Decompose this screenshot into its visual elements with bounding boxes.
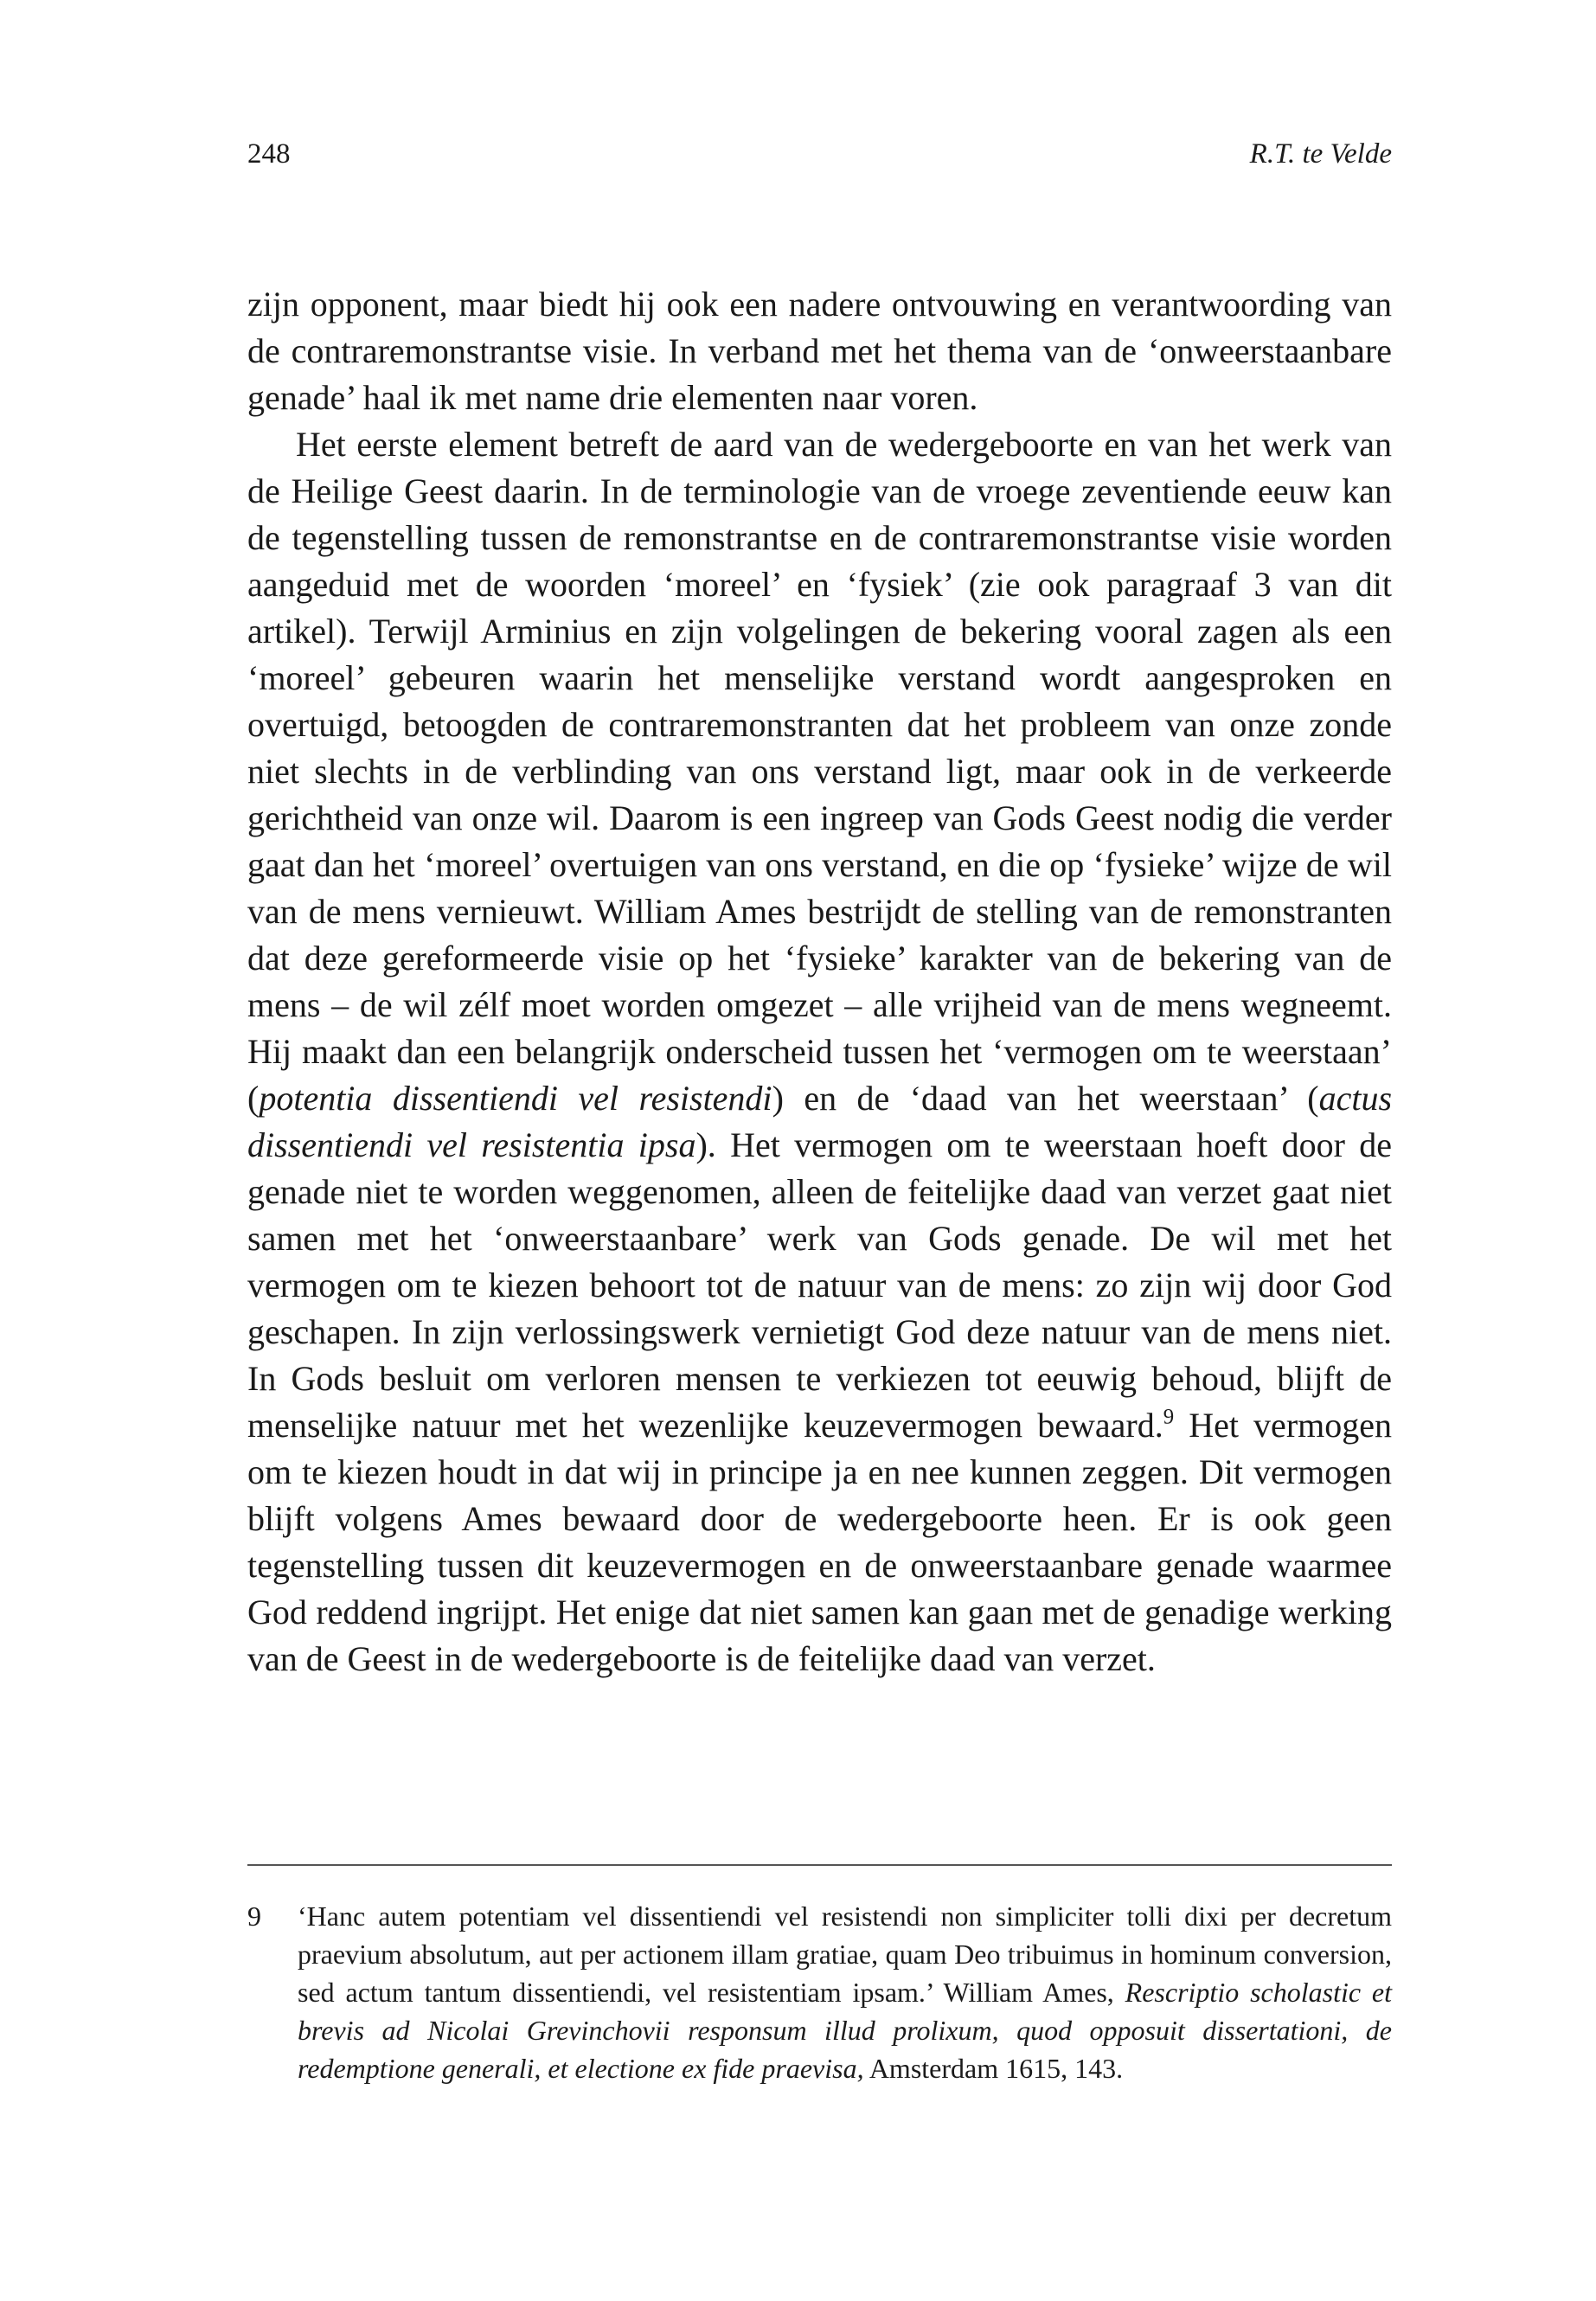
footnotes <box>247 1897 1392 2087</box>
main-text <box>247 281 1392 1682</box>
page-number: 248 <box>247 138 291 170</box>
paragraph-2-part-c: ). Het vermogen om te weerstaan hoeft door de genade niet te worden weggenomen, alleen de feitelijke daad van verzet gaat niet samen met het ‘onweerstaanbare’ werk van Gods genade. De wil met het vermogen om te kiezen behoort tot de natuur van de mens: zo zijn wij door God geschapen. In zijn verlossingswerk vernietigt God deze natuur van de mens niet. In Gods besluit om verloren mensen te verkiezen tot eeuwig behoud, blijft de menselijke natuur met het wezenlijke keuzevermogen bewaard. <box>247 1125 1392 1445</box>
paragraph-2-part-a: Het eerste element betreft de aard van de wedergeboorte en van het werk van de Heilige Geest daarin. In de terminologie van de vroege zeventiende eeuw kan de tegenstelling tussen de remonstrantse en de contraremonstrantse visie worden aangeduid met de woorden ‘moreel’ en ‘fysiek’ (zie ook paragraaf 3 van dit artikel). Terwijl Arminius en zijn volgelingen de bekering vooral zagen als een ‘moreel’ gebeuren waarin het menselijke verstand wordt aangesproken en overtuigd, betoogden de contraremonstranten dat het probleem van onze zonde niet slechts in de verblinding van ons verstand ligt, maar ook in de verkeerde gerichtheid van onze wil. Daarom is een ingreep van Gods Geest nodig die verder gaat dan het ‘moreel’ overtuigen van ons verstand, en die op ‘fysieke’ wijze de wil van de mens vernieuwt. William Ames bestrijdt de stelling van de remonstranten dat deze gereformeerde visie op het ‘fysieke’ karakter van de bekering van de mens – de wil zélf moet worden omgezet – alle vrijheid van de mens wegneemt. Hij maakt dan een belangrijk onderscheid tussen het ‘vermogen om te weerstaan’ ( <box>247 425 1392 1118</box>
paragraph-2 <box>247 421 1392 1682</box>
paragraph-2-part-b: ) en de ‘daad van het weerstaan’ ( <box>772 1079 1319 1118</box>
paragraph-1: zijn opponent, maar biedt hij ook een nadere ontvouwing en verantwoording van de contraremonstrantse visie. In verband met het thema van de ‘onweerstaanbare genade’ haal ik met name drie elementen naar voren. <box>247 285 1392 417</box>
footnote-divider <box>247 1864 1392 1866</box>
footnote-number: 9 <box>247 1900 261 1932</box>
footnote-9 <box>247 1897 1392 2087</box>
footnote-title: Rescriptio scholastic et brevis ad Nicolai Grevinchovii responsum illud prolixum, quod opposuit dissertationi, de redemptione generali, et electione ex fide praevisa, <box>298 1977 1393 2084</box>
running-head: R.T. te Velde <box>1249 138 1392 170</box>
page-header <box>247 137 1392 171</box>
footnote-quote: ‘Hanc autem potentiam vel dissentiendi vel resistendi non simpliciter tolli dixi per decretum praevium absolutum, aut per actionem illam gratiae, quam Deo tribuimus in hominum conversion, sed actum tantum dissentiendi, vel resistentiam ipsam.’ William Ames, <box>298 1900 1392 2008</box>
latin-term-actus: actus dissentiendi vel resistentia ipsa <box>247 1079 1393 1164</box>
latin-term-potentia: potentia dissentiendi vel resistendi <box>259 1079 772 1118</box>
paragraph-2-part-d: Het vermogen om te kiezen houdt in dat wij in principe ja en nee kunnen zeggen. Dit vermogen blijft volgens Ames bewaard door de wedergeboorte heen. Er is ook geen tegenstelling tussen dit keuzevermogen en de onweerstaanbare genade waarmee God reddend ingrijpt. Het enige dat niet samen kan gaan met de genadige werking van de Geest in de wedergeboorte is de feitelijke daad van verzet. <box>247 1406 1392 1678</box>
footnote-text <box>298 1897 1392 2087</box>
footnote-publication: Amsterdam 1615, 143. <box>863 2053 1124 2084</box>
footnote-reference[interactable]: 9 <box>1163 1405 1175 1429</box>
